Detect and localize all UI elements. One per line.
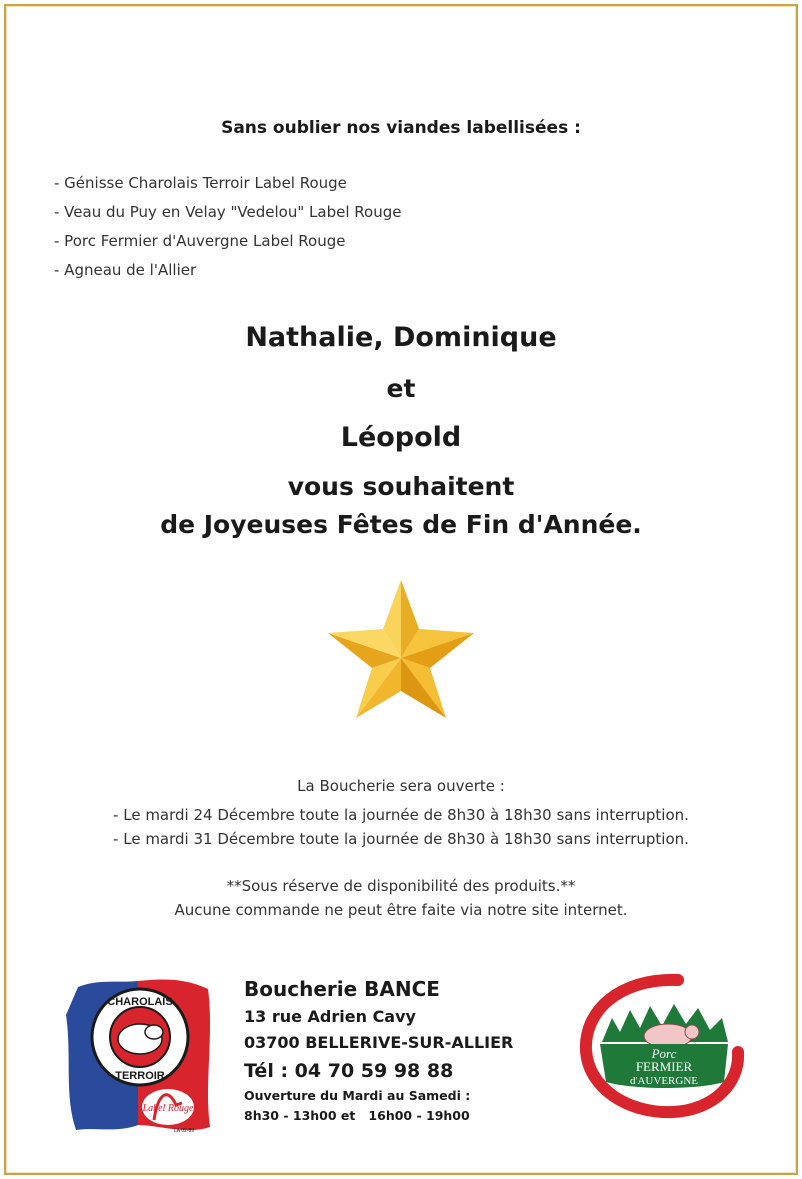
porc-logo-line2: FERMIER — [635, 1059, 693, 1074]
opening-day-24: - Le mardi 24 Décembre toute la journée de 8h30 à 18h30 sans interruption. — [113, 806, 689, 824]
porc-logo-line3: d'AUVERGNE — [630, 1075, 698, 1087]
greeting-wish: vous souhaitent — [287, 472, 515, 501]
no-online-order-note: Aucune commande ne peut être faite via notre site internet. — [174, 901, 628, 919]
labels-heading: Sans oublier nos viandes labellisées : — [221, 118, 581, 138]
shop-city: 03700 BELLERIVE-SUR-ALLIER — [244, 1033, 514, 1052]
labels-list — [54, 172, 401, 281]
opening-hours-title: Ouverture du Mardi au Samedi : — [244, 1088, 471, 1103]
greeting-names: Nathalie, Dominique — [245, 322, 557, 353]
label-rouge-code: LA 02-89 — [173, 1128, 195, 1134]
label-item: - Agneau de l'Allier — [54, 261, 197, 279]
greeting-and: et — [386, 374, 416, 403]
opening-day-31: - Le mardi 31 Décembre toute la journée de 8h30 à 18h30 sans interruption. — [113, 830, 689, 848]
label-item: - Veau du Puy en Velay "Vedelou" Label Rouge — [54, 203, 402, 221]
opening-hours: 8h30 - 13h00 et 16h00 - 19h00 — [244, 1108, 470, 1123]
shop-phone: Tél : 04 70 59 98 88 — [244, 1060, 454, 1082]
availability-note: **Sous réserve de disponibilité des produits.** — [226, 877, 576, 895]
label-item: - Porc Fermier d'Auvergne Label Rouge — [54, 232, 346, 250]
contact-block — [244, 974, 513, 1126]
porc-logo-line1: Porc — [651, 1046, 677, 1061]
charolais-logo-bottom: TERROIR — [115, 1070, 165, 1082]
porc-fermier-auvergne-logo — [578, 972, 748, 1120]
greeting-holidays: de Joyeuses Fêtes de Fin d'Année. — [160, 510, 642, 539]
opening-intro: La Boucherie sera ouverte : — [297, 777, 505, 795]
charolais-terroir-logo — [58, 975, 216, 1137]
shop-street: 13 rue Adrien Cavy — [244, 1007, 416, 1026]
charolais-logo-top: CHAROLAIS — [107, 996, 173, 1008]
shop-name: Boucherie BANCE — [244, 977, 440, 1001]
greeting-name-leopold: Léopold — [340, 422, 462, 453]
label-rouge-text: Label Rouge — [142, 1103, 194, 1114]
label-item: - Génisse Charolais Terroir Label Rouge — [54, 174, 347, 192]
star-icon — [326, 578, 476, 720]
